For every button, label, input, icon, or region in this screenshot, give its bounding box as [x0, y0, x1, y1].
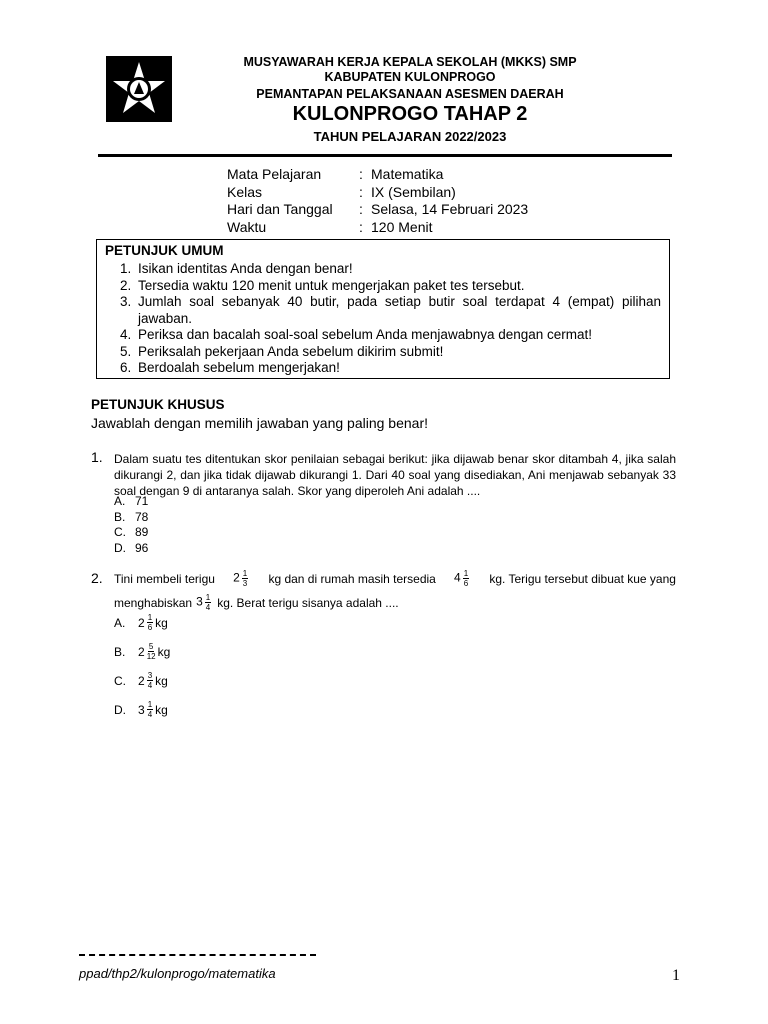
header-divider	[98, 154, 672, 157]
header-line-kabupaten: KABUPATEN KULONPROGO	[324, 70, 496, 84]
mkks-emblem-icon	[106, 56, 172, 122]
answer-option-b[interactable]: B. 78	[114, 509, 149, 524]
answer-option-a[interactable]: A. 71	[114, 494, 149, 508]
info-label: Hari dan Tanggal	[227, 201, 333, 217]
list-item: 4. Periksa dan bacalah soal-soal sebelum Anda menjawabnya dengan cermat!	[120, 327, 593, 342]
info-row-date: Hari dan Tanggal : Selasa, 14 Februari 2023	[227, 201, 529, 217]
question-text-continued: menghabiskan 3 $\frac{1}{4}$ kg. Berat terigu sisanya adalah ....	[114, 593, 399, 612]
list-item: 1. Isikan identitas Anda dengan benar!	[120, 261, 353, 276]
header-line-mkks: MUSYAWARAH KERJA KEPALA SEKOLAH (MKKS) SMP	[243, 55, 577, 69]
exam-info	[227, 166, 528, 236]
info-label: Mata Pelajaran	[227, 166, 322, 182]
school-logo	[106, 56, 172, 122]
answer-option-d[interactable]: D. 96	[114, 540, 149, 555]
question-1-options	[114, 494, 148, 556]
mixed-fraction: 4 $\frac{1}{6}$	[454, 569, 469, 588]
header-title: KULONPROGO TAHAP 2	[292, 103, 528, 125]
mixed-fraction: 3 $\frac{1}{4}$	[196, 593, 211, 612]
header-line-pemantapan: PEMANTAPAN PELAKSANAAN ASESMEN DAERAH	[256, 87, 564, 101]
general-instructions-title: PETUNJUK UMUM	[105, 243, 224, 258]
page-number: 1	[672, 967, 680, 984]
specific-instructions-title: PETUNJUK KHUSUS	[91, 397, 225, 412]
list-item: 5. Periksalah pekerjaan Anda sebelum dikirim submit!	[120, 343, 444, 359]
list-item: 2. Tersedia waktu 120 menit untuk mengerjakan paket tes tersebut.	[120, 277, 525, 293]
list-item: 3. Jumlah soal sebanyak 40 butir, pada setiap butir soal terdapat 4 (empat) pilihan jawaban.	[120, 294, 661, 326]
question-text: Tini membeli terigu 2 $\frac{1}{3}$ kg dan di rumah masih tersedia 4 $\frac{1}{6}$ kg. Terigu tersebut dibuat kue yang	[114, 569, 676, 588]
specific-instructions-text: Jawablah dengan memilih jawaban yang paling benar!	[91, 415, 429, 431]
question-number: 1.	[91, 449, 103, 465]
info-row-class: Kelas : IX (Sembilan)	[227, 183, 456, 200]
info-value: 120 Menit	[371, 218, 433, 235]
footer-path: ppad/thp2/kulonprogo/matematika	[79, 966, 276, 981]
question-number: 2.	[91, 570, 103, 586]
mixed-fraction: 2 $\frac{1}{3}$	[233, 569, 248, 588]
answer-option-c[interactable]: C. 89	[114, 525, 149, 539]
list-item: 6. Berdoalah sebelum mengerjakan!	[120, 360, 340, 375]
answer-option-c[interactable]: C. 2 $\frac{3}{4}$ kg	[114, 671, 168, 690]
question-text: Dalam suatu tes ditentukan skor penilaian sebagai berikut: jika dijawab benar skor ditambah 4, jika salah dikurangi 2, dan jika tidak dijawab dikurangi 1. Dari 40 soal yang disediakan, Ani menjawab sebanyak 33 soal dengan 9 di antaranya salah. Skor yang diperoleh Ani adalah ....	[114, 452, 676, 498]
info-label: Kelas	[227, 183, 263, 200]
info-value: Selasa, 14 Februari 2023	[371, 201, 529, 217]
answer-option-d[interactable]: D. 3 $\frac{1}{4}$ kg	[114, 700, 168, 719]
general-instructions-list	[120, 261, 661, 377]
answer-option-b[interactable]: B. 2 $\frac{5}{12}$ kg	[114, 642, 171, 661]
info-value: IX (Sembilan)	[371, 183, 456, 200]
header-year: TAHUN PELAJARAN 2022/2023	[313, 129, 507, 144]
info-value: Matematika	[371, 166, 444, 182]
footer-divider	[79, 954, 316, 956]
info-label: Waktu	[227, 218, 267, 235]
info-row-subject: Mata Pelajaran : Matematika	[227, 166, 444, 182]
answer-option-a[interactable]: A. 2 $\frac{1}{6}$ kg	[114, 613, 168, 632]
info-row-time: Waktu : 120 Menit	[227, 218, 433, 235]
